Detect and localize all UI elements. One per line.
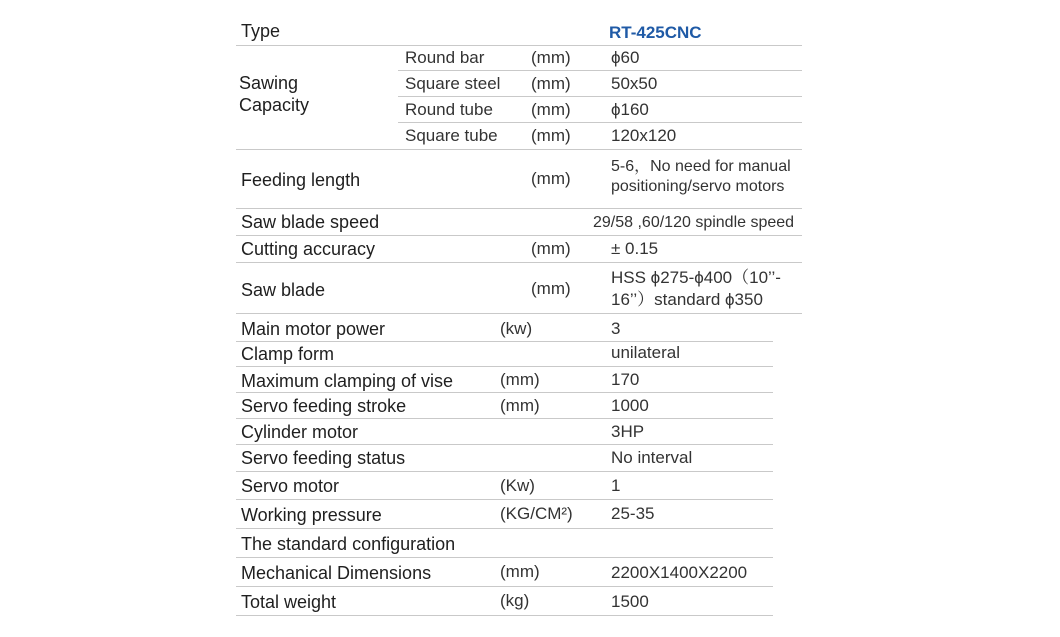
row-divider — [236, 392, 773, 393]
cutting-accuracy-label: Cutting accuracy — [241, 239, 376, 259]
working-pressure-label: Working pressure — [241, 505, 382, 525]
clamp-form-value: unilateral — [611, 343, 680, 362]
row-divider — [236, 208, 802, 209]
saw-blade-value-2: 16’’）standard ϕ350 — [611, 290, 763, 309]
servo-motor-label: Servo motor — [241, 476, 340, 496]
max-clamping-value: 170 — [611, 370, 640, 389]
sawing-capacity-label-1: Sawing — [239, 73, 299, 93]
standard-configuration-label: The standard configuration — [241, 534, 456, 554]
square-tube-label: Square tube — [405, 126, 498, 145]
sawing-capacity-label-2: Capacity — [239, 95, 310, 115]
servo-feeding-stroke-label: Servo feeding stroke — [241, 396, 407, 416]
servo-feeding-stroke-unit: (mm) — [500, 396, 540, 415]
row-divider — [236, 45, 802, 46]
row-divider — [398, 122, 802, 123]
square-tube-unit: (mm) — [531, 126, 571, 145]
saw-blade-speed-value: 29/58 ,60/120 spindle speed — [593, 214, 795, 231]
cylinder-motor-label: Cylinder motor — [241, 422, 359, 442]
servo-feeding-stroke-value: 1000 — [611, 396, 649, 415]
feeding-length-label: Feeding length — [241, 170, 361, 190]
row-divider — [236, 418, 773, 419]
row-divider — [236, 341, 773, 342]
feeding-length-value-2: positioning/servo motors — [611, 178, 785, 195]
main-motor-power-label: Main motor power — [241, 319, 386, 339]
servo-motor-value: 1 — [611, 476, 621, 495]
row-divider — [398, 96, 802, 97]
row-divider — [236, 586, 773, 587]
saw-blade-label: Saw blade — [241, 280, 326, 300]
working-pressure-value: 25-35 — [611, 504, 655, 523]
round-tube-value: ϕ160 — [611, 100, 649, 119]
square-steel-unit: (mm) — [531, 74, 571, 93]
total-weight-value: 1500 — [611, 592, 649, 611]
row-divider — [236, 366, 773, 367]
type-label: Type — [241, 21, 281, 41]
row-divider — [236, 313, 802, 314]
cylinder-motor-value: 3HP — [611, 422, 645, 441]
servo-motor-unit: (Kw) — [500, 476, 535, 495]
servo-feeding-status-label: Servo feeding status — [241, 448, 406, 468]
row-divider — [398, 70, 802, 71]
row-divider — [236, 615, 773, 616]
model-name: RT-425CNC — [609, 23, 702, 42]
servo-feeding-status-value: No interval — [611, 448, 693, 467]
feeding-length-unit: (mm) — [531, 169, 571, 188]
row-divider — [236, 149, 802, 150]
row-divider — [236, 262, 802, 263]
saw-blade-speed-label: Saw blade speed — [241, 212, 380, 232]
clamp-form-label: Clamp form — [241, 344, 335, 364]
round-tube-label: Round tube — [405, 100, 493, 119]
mechanical-dimensions-value: 2200X1400X2200 — [611, 563, 748, 582]
square-steel-value: 50x50 — [611, 74, 658, 93]
feeding-length-value-1: 5-6，No need for manual — [611, 158, 791, 175]
mechanical-dimensions-unit: (mm) — [500, 562, 540, 581]
mechanical-dimensions-label: Mechanical Dimensions — [241, 563, 432, 583]
round-bar-label: Round bar — [405, 48, 485, 67]
square-tube-value: 120x120 — [611, 126, 677, 145]
row-divider — [236, 471, 773, 472]
main-motor-power-value: 3 — [611, 319, 621, 338]
cutting-accuracy-unit: (mm) — [531, 239, 571, 258]
total-weight-unit: (kg) — [500, 591, 530, 610]
row-divider — [236, 444, 773, 445]
max-clamping-unit: (mm) — [500, 370, 540, 389]
round-tube-unit: (mm) — [531, 100, 571, 119]
round-bar-value: ϕ60 — [611, 48, 640, 67]
saw-blade-value-1: HSS ϕ275-ϕ400（10’’- — [611, 268, 781, 287]
row-divider — [236, 528, 773, 529]
square-steel-label: Square steel — [405, 74, 501, 93]
max-clamping-label: Maximum clamping of vise — [241, 371, 454, 391]
total-weight-label: Total weight — [241, 592, 337, 612]
saw-blade-unit: (mm) — [531, 279, 571, 298]
row-divider — [236, 235, 802, 236]
row-divider — [236, 499, 773, 500]
working-pressure-unit: (KG/CM²) — [500, 504, 573, 523]
round-bar-unit: (mm) — [531, 48, 571, 67]
main-motor-power-unit: (kw) — [500, 319, 533, 338]
cutting-accuracy-value: ± 0.15 — [611, 239, 659, 258]
row-divider — [236, 557, 773, 558]
